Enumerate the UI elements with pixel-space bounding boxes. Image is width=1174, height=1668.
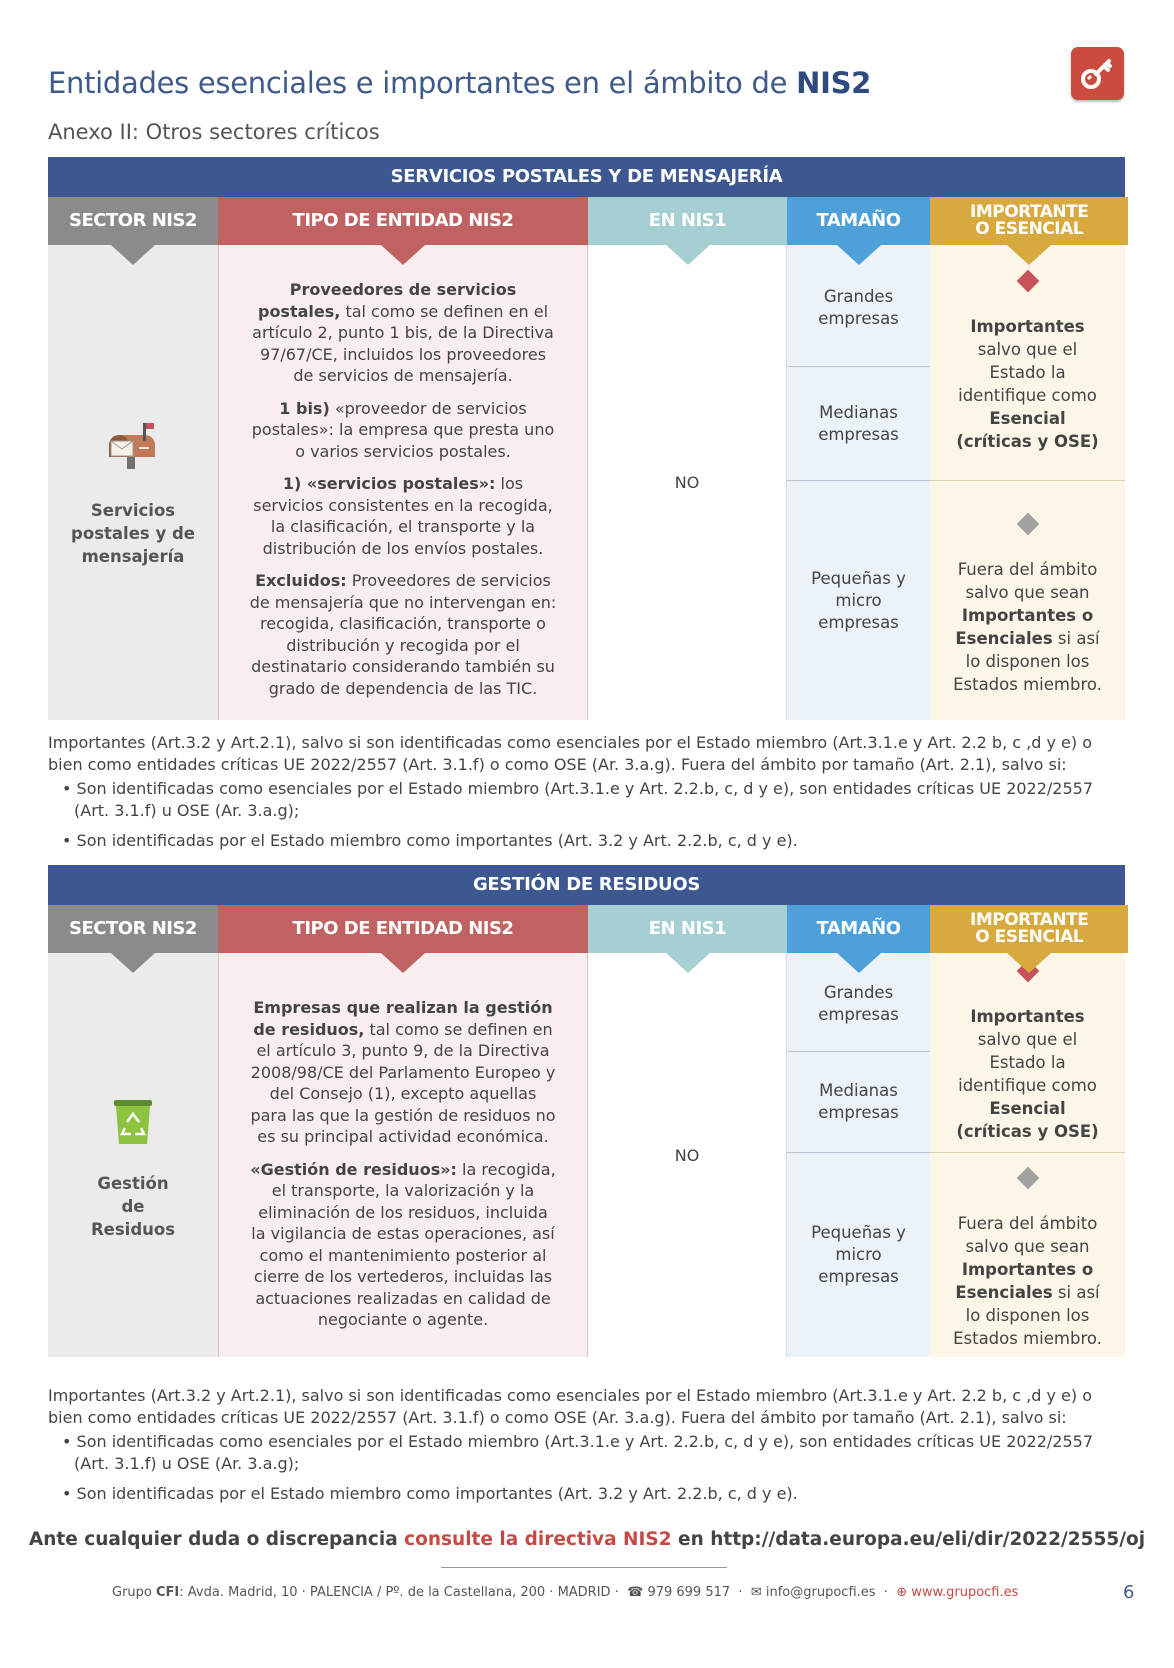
cfi-logo-icon (1071, 47, 1124, 100)
fuera-ambito-text: Fuera del ámbito salvo que sean Importantes o Esenciales si así lo disponen los Estados miembro. (930, 480, 1125, 720)
diamond-gray-icon (1016, 512, 1039, 535)
col-nis1-header: EN NIS1 (588, 197, 787, 245)
postal-header-row (48, 197, 1125, 245)
size-medium: Medianas empresas (787, 1051, 930, 1152)
email-link[interactable]: info@grupocfi.es (765, 1585, 876, 1600)
fuera-ambito-text: Fuera del ámbito salvo que sean Importantes o Esenciales si así lo disponen los Estados miembro. (930, 1152, 1125, 1357)
note-intro: Importantes (Art.3.2 y Art.2.1), salvo si son identificadas como esenciales por el Estado miembro (Art.3.1.e y Art. 2.2 b, c ,d y e) o bien como entidades críticas UE 2022/2557 (Art. 3.1.f) o como OSE (Ar. 3.a.g). Fuera del ámbito por tamaño (Art. 2.1), salvo si: (48, 1386, 1092, 1427)
page-title: Entidades esenciales e importantes en el ámbito de NIS2 (48, 66, 872, 100)
postal-sector-label: Servicios postales y de mensajería (71, 501, 195, 566)
col-tamano-header: TAMAÑO (787, 905, 930, 953)
postal-sector-cell (48, 245, 218, 720)
col-tamano-header: TAMAÑO (787, 197, 930, 245)
residuos-header-row (48, 905, 1125, 953)
mailbox-icon (107, 417, 159, 469)
postal-importante-cell (930, 245, 1125, 720)
residuos-sector-cell (48, 953, 218, 1357)
col-importante-header: IMPORTANTE O ESENCIAL (930, 905, 1128, 953)
importante-esencial-text: Importantes salvo que el Estado la identifique como Esencial (críticas y OSE) (930, 245, 1125, 480)
phone-icon: ☎ (627, 1585, 644, 1600)
size-large: Grandes empresas (818, 983, 899, 1024)
note-bullet: • Son identificadas por el Estado miembro como importantes (Art. 3.2 y Art. 2.2.b, c, d y e). (48, 830, 1128, 852)
residuos-band: GESTIÓN DE RESIDUOS (48, 865, 1125, 905)
residuos-nis1-cell: NO (588, 953, 787, 1357)
postal-note (48, 732, 1128, 860)
note-intro: Importantes (Art.3.2 y Art.2.1), salvo si son identificadas como esenciales por el Estado miembro (Art.3.1.e y Art. 2.2 b, c ,d y e) o bien como entidades críticas UE 2022/2557 (Art. 3.1.f) o como OSE (Ar. 3.a.g). Fuera del ámbito por tamaño (Art. 2.1), salvo si: (48, 733, 1092, 774)
residuos-tipo-cell: Empresas que realizan la gestión de residuos, tal como se definen en el artículo 3, punto 9, de la Directiva 2008/98/CE del Parlamento Europeo y del Consejo (1), excepto aquellas para las que la gestión de residuos no es su principal actividad económica. «Gestión de residuos»: la recogida, el transporte, la valorización y la eliminación de los residuos, incluida la vigilancia de estas operaciones, así como el mantenimiento posterior al cierre de los vertederos, incluidas las actuaciones realizadas en calidad de negociante o agente. (218, 953, 588, 1357)
residuos-table (48, 865, 1125, 1357)
page-number: 6 (1123, 1582, 1135, 1603)
page-subtitle: Anexo II: Otros sectores críticos (48, 120, 380, 144)
col-sector-header: SECTOR NIS2 (48, 197, 218, 245)
size-small: Pequeñas y micro empresas (787, 480, 930, 720)
col-tipo-header: TIPO DE ENTIDAD NIS2 (218, 905, 588, 953)
directive-link[interactable]: consulte la directiva NIS2 (404, 1529, 672, 1550)
note-bullet: • Son identificadas como esenciales por el Estado miembro (Art.3.1.e y Art. 2.2.b, c, d y e), son entidades críticas UE 2022/2557 (Art. 3.1.f) u OSE (Ar. 3.a.g); (48, 778, 1128, 822)
footer-contact: Grupo CFI: Avda. Madrid, 10 · PALENCIA / Pº. de la Castellana, 200 · MADRID · ☎ 979 699 517 · ✉ info@grupocfi.es · ⊕ www.grupocfi.es (112, 1585, 1019, 1600)
col-importante-header: IMPORTANTE O ESENCIAL (930, 197, 1128, 245)
postal-body (48, 245, 1125, 720)
postal-nis1-cell: NO (588, 245, 787, 720)
globe-icon: ⊕ (896, 1585, 908, 1600)
footer-divider (441, 1567, 727, 1568)
recycle-bin-icon (107, 1094, 159, 1146)
postal-band: SERVICIOS POSTALES Y DE MENSAJERÍA (48, 157, 1125, 197)
residuos-size-cell (787, 953, 930, 1357)
postal-tipo-cell: Proveedores de servicios postales, tal como se definen en el artículo 2, punto 1 bis, de la Directiva 97/67/CE, incluidos los proveedores de servicios de mensajería. 1 bis) «proveedor de servicios postales»: la empresa que presta uno o varios servicios postales. 1) «servicios postales»: los servicios consistentes en la recogida, la clasificación, el transporte y la distribución de los envíos postales. Excluidos: Proveedores de servicios de mensajería que no intervengan en: recogida, clasificación, transporte o distribución y recogida por el destinatario considerando también su grado de dependencia de las TIC. (218, 245, 588, 720)
residuos-sector-label: Gestión de Residuos (90, 1173, 176, 1239)
postal-size-cell (787, 245, 930, 720)
residuos-body (48, 953, 1125, 1357)
note-bullet: • Son identificadas por el Estado miembro como importantes (Art. 3.2 y Art. 2.2.b, c, d y e). (48, 1483, 1128, 1505)
diamond-red-icon (1016, 269, 1039, 292)
residuos-importante-cell (930, 953, 1125, 1357)
col-sector-header: SECTOR NIS2 (48, 905, 218, 953)
col-nis1-header: EN NIS1 (588, 905, 787, 953)
postal-table (48, 157, 1125, 720)
size-small: Pequeñas y micro empresas (787, 1152, 930, 1357)
diamond-gray-icon (1016, 1167, 1039, 1190)
web-link[interactable]: www.grupocfi.es (911, 1585, 1019, 1600)
importante-esencial-text: Importantes salvo que el Estado la identifique como Esencial (críticas y OSE) (930, 953, 1125, 1152)
footer-disclaimer: Ante cualquier duda o discrepancia consulte la directiva NIS2 en http://data.europa.eu/eli/dir/2022/2555/oj (28, 1529, 1146, 1550)
envelope-icon: ✉ (750, 1585, 762, 1600)
size-medium: Medianas empresas (787, 366, 930, 480)
size-large: Grandes empresas (818, 286, 899, 328)
col-tipo-header: TIPO DE ENTIDAD NIS2 (218, 197, 588, 245)
note-bullet: • Son identificadas como esenciales por el Estado miembro (Art.3.1.e y Art. 2.2.b, c, d y e), son entidades críticas UE 2022/2557 (Art. 3.1.f) u OSE (Ar. 3.a.g); (48, 1431, 1128, 1475)
residuos-note (48, 1385, 1128, 1513)
phone-number[interactable]: 979 699 517 (647, 1585, 731, 1600)
